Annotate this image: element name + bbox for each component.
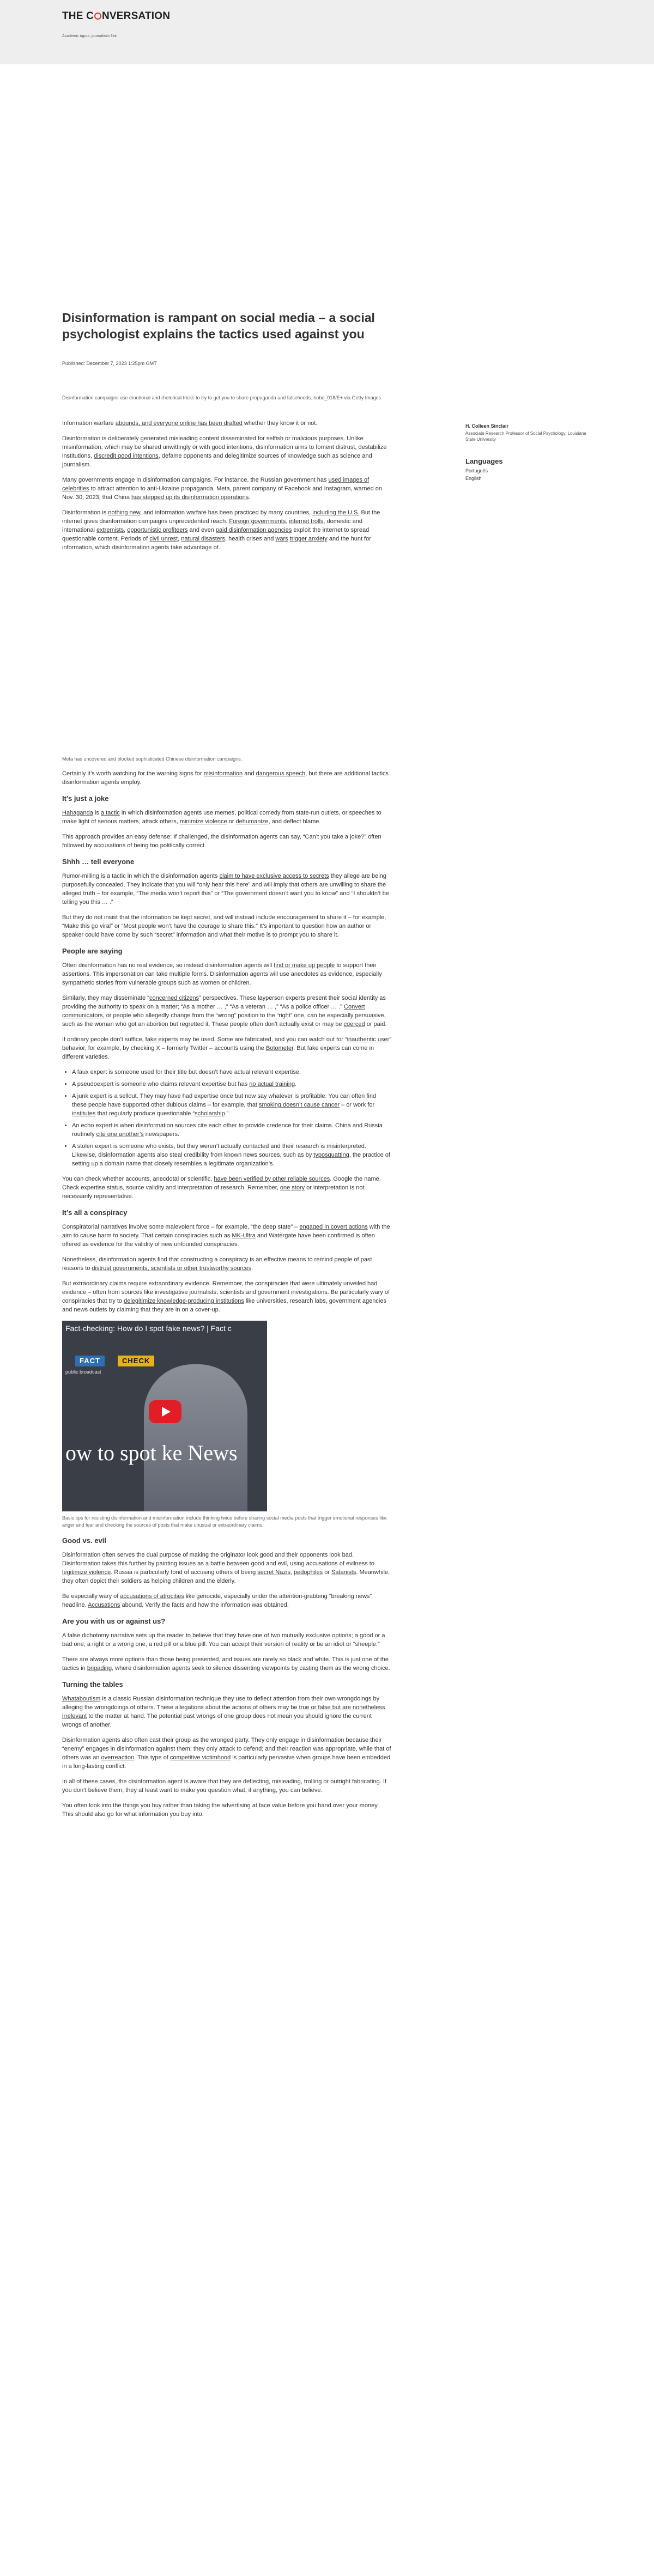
language-link-portuguese[interactable]: Português bbox=[465, 468, 488, 473]
paragraph: But they do not insist that the information be kept secret, and will instead include encouragement to share it – for example, “Make this go viral” or “Most people won’t have the courage to share this.” It’s important to question how an author or speaker could have come by such “secret” information and what their motive is to prompt you to share it. bbox=[62, 914, 386, 938]
section-heading: Good vs. evil bbox=[62, 1536, 106, 1545]
paragraph: Information warfare abounds, and everyone online has been drafted whether they know it or not. bbox=[62, 420, 318, 427]
inline-link[interactable]: Satanists bbox=[331, 1569, 356, 1576]
inline-link[interactable]: natural disasters bbox=[181, 536, 226, 542]
inline-link[interactable]: trigger anxiety bbox=[289, 536, 328, 542]
hero-image-caption: Disinformation campaigns use emotional and rhetorical tricks to try to get you to share propaganda and falsehoods. hobo_018/E+ via Getty Images bbox=[62, 395, 382, 400]
embedded-figure bbox=[62, 558, 391, 752]
list-item: • A junk expert is a sellout. They may have had expertise once but now say whatever is profitable. You can often find these people have supported other dubious claims – for example, that smoking doesn’t cause cancer – or work for institutes that regularly produce questionable “scholarship.” bbox=[72, 1092, 391, 1118]
inline-link[interactable]: cite one another’s bbox=[96, 1131, 144, 1138]
inline-link[interactable]: secret Nazis bbox=[257, 1569, 290, 1576]
list-item: • A faux expert is someone used for their title but doesn’t have actual relevant expertise. bbox=[72, 1068, 391, 1077]
paragraph: Disinformation is nothing new, and information warfare has been practiced by many countries, including the U.S. But the internet gives disinformation campaigns unprecedented reach. Foreign governments, internet trolls, domestic and international extremists, opportunistic profiteers and even paid disinformation agencies exploit the internet to spread questionable content. Periods of civil unrest, natural disasters, health crises and wars trigger anxiety and the hunt for information, which disinformation agents take advantage of. bbox=[62, 509, 380, 551]
inline-link[interactable]: inauthentic user bbox=[347, 1036, 390, 1043]
inline-link[interactable]: no actual training bbox=[249, 1081, 295, 1087]
section-heading: It’s just a joke bbox=[62, 794, 109, 803]
play-button-icon[interactable] bbox=[149, 1400, 181, 1423]
video-embed[interactable] bbox=[62, 1321, 267, 1511]
inline-link[interactable]: distrust governments, scientists or other trustworthy sources bbox=[92, 1265, 252, 1272]
inline-link[interactable]: discredit good intentions bbox=[94, 453, 159, 459]
video-fact-badge: FACT bbox=[75, 1356, 105, 1366]
inline-link[interactable]: legitimize violence bbox=[62, 1569, 111, 1576]
paragraph: Disinformation often serves the dual purpose of making the originator look good and their opponents look bad. Disinformation takes this further by painting issues as a battle between good and evil, using accusations of evilness to legitimize violence. Russia is particularly fond of accusing others of being secret Nazis, pedophiles or Satanists. Meanwhile, they often depict their soldiers as helping children and the elderly. bbox=[62, 1552, 390, 1584]
video-title[interactable]: Fact-checking: How do I spot fake news? | Fact c bbox=[65, 1324, 232, 1333]
inline-link[interactable]: MK-Ultra bbox=[232, 1232, 256, 1239]
inline-link[interactable]: one story bbox=[280, 1184, 305, 1191]
logo-text-start: THE C bbox=[62, 10, 94, 22]
inline-link[interactable]: a tactic bbox=[100, 810, 120, 816]
site-tagline: Academic rigour, journalistic flair bbox=[62, 34, 117, 38]
inline-link[interactable]: typosquatting bbox=[313, 1152, 349, 1158]
paragraph: Rumor-milling is a tactic in which the disinformation agents claim to have exclusive access to secrets they allege are being purposefully concealed. They indicate that you will “only hear this here” and will imply that others are unwilling to share the alleged truth – for example, “The media won’t report this” or “The government doesn’t want you to know” and “I shouldn’t be telling you this … .” bbox=[62, 873, 389, 906]
section-heading: Are you with us or against us? bbox=[62, 1617, 166, 1625]
inline-link[interactable]: smoking doesn’t cause cancer bbox=[259, 1102, 340, 1108]
inline-link[interactable]: concerned citizens bbox=[149, 995, 199, 1001]
inline-link[interactable]: opportunistic profiteers bbox=[127, 527, 188, 533]
paragraph: Nonetheless, disinformation agents find that constructing a conspiracy is an effective means to remind people of past reasons to distrust governments, scientists or other trustworthy sources. bbox=[62, 1256, 372, 1272]
inline-link[interactable]: abounds, and everyone online has been drafted bbox=[115, 420, 243, 427]
paragraph: But extraordinary claims require extraordinary evidence. Remember, the conspiracies that were ultimately unveiled had evidence – often from sources like investigative journalists, scientists and government investigations. Be particularly wary of conspiracies that try to delegitimize knowledge-producing institutions like universities, research labs, government agencies and news outlets by claiming that they are in on a cover-up. bbox=[62, 1280, 390, 1313]
languages-heading: Languages bbox=[465, 457, 503, 465]
video-caption: Basic tips for resisting disinformation and misinformation include thinking twice before sharing social media posts that trigger emotional responses like anger and fear and checking the sources of posts that make unusual or extraordinary claims. bbox=[62, 1515, 387, 1528]
expert-types-list bbox=[72, 1068, 391, 1168]
paragraph: If ordinary people don’t suffice, fake experts may be used. Some are fabricated, and you can watch out for “inauthentic user” behavior, for example, by checking X – formerly Twitter – accounts using the Botometer. But fake experts can come in different varieties. bbox=[62, 1036, 391, 1060]
paragraph: A false dichotomy narrative sets up the reader to believe that they have one of two mutually exclusive options; a good or a bad one, a right or a wrong one, a red pill or a blue pill. You can accept their version of reality or be an idiot or “sheeple.” bbox=[62, 1632, 385, 1648]
paragraph: Many governments engage in disinformation campaigns. For instance, the Russian government has used images of celebrities to attract attention to anti-Ukraine propaganda. Meta, parent company of Facebook and Instagram, warned on Nov. 30, 2023, that China has stepped up its disinformation operations. bbox=[62, 477, 383, 501]
inline-link[interactable]: dangerous speech bbox=[256, 770, 306, 777]
author-name[interactable]: H. Colleen Sinclair bbox=[465, 423, 509, 429]
paragraph: You can check whether accounts, anecdotal or scientific, have been verified by other reliable sources. Google the name. Check expertise status, source validity and interpretation of research. Remember, one story or interpretation is not necessarily representative. bbox=[62, 1176, 381, 1200]
inline-link[interactable]: paid disinformation agencies bbox=[215, 527, 292, 533]
section-heading: It’s all a conspiracy bbox=[62, 1208, 128, 1217]
inline-link[interactable]: Accusations bbox=[88, 1602, 120, 1608]
video-thumbnail-photo bbox=[144, 1364, 247, 1511]
inline-link[interactable]: Convert communicators bbox=[62, 1004, 365, 1019]
inline-link[interactable]: brigading bbox=[87, 1665, 112, 1672]
author-block bbox=[465, 423, 591, 442]
article-title: Disinformation is rampant on social media – a social psychologist explains the tactics used against you bbox=[62, 311, 375, 341]
inline-link[interactable]: overreaction bbox=[101, 1754, 135, 1761]
inline-link[interactable]: wars bbox=[275, 536, 288, 542]
logo-o-icon bbox=[94, 13, 101, 20]
inline-link[interactable]: pedophiles bbox=[293, 1569, 323, 1576]
inline-link[interactable]: delegitimize knowledge-producing institutions bbox=[124, 1298, 244, 1304]
paragraph: Hahaganda is a tactic in which disinformation agents use memes, political comedy from state-run outlets, or speeches to make light of serious matters, attack others, minimize violence or dehumanize, and deflect blame. bbox=[62, 810, 382, 825]
paragraph: There are always more options than those being presented, and issues are rarely so black and white. This is just one of the tactics in brigading, where disinformation agents seek to silence dissenting viewpoints by casting them as the wrong choice. bbox=[62, 1656, 390, 1672]
inline-link[interactable]: institutes bbox=[72, 1110, 96, 1117]
inline-link[interactable]: claim to have exclusive access to secrets bbox=[219, 873, 329, 879]
paragraph: Conspiratorial narratives involve some malevolent force – for example, “the deep state” – engaged in covert actions with the aim to cause harm to society. That certain conspiracies such as MK-Ultra and Watergate have been confirmed is often offered as evidence for the validity of new unfounded conspiracies. bbox=[62, 1224, 390, 1248]
inline-link[interactable]: misinformation bbox=[203, 770, 243, 777]
inline-link[interactable]: internet trolls bbox=[289, 518, 324, 525]
inline-link[interactable]: true or false but are nonetheless irrelevant bbox=[62, 1704, 385, 1720]
languages-panel bbox=[465, 457, 591, 483]
inline-link[interactable]: including the U.S. bbox=[312, 509, 360, 516]
inline-link[interactable]: dehumanize bbox=[235, 818, 269, 825]
published-date: Published: December 7, 2023 1:25pm GMT bbox=[62, 361, 157, 366]
article-body bbox=[62, 419, 391, 1825]
paragraph: This approach provides an easy defense: If challenged, the disinformation agents can say, “Can’t you take a joke?” often followed by accusations of being too politically correct. bbox=[62, 834, 382, 849]
logo-text-end: NVERSATION bbox=[102, 10, 171, 22]
paragraph: Disinformation is deliberately generated misleading content disseminated for selfish or malicious purposes. Unlike misinformation, which may be shared unwittingly or with good intentions, disinformation aims to foment distrust, destabilize institutions, discredit good intentions, defame opponents and delegitimize sources of knowledge such as science and journalism. bbox=[62, 435, 387, 468]
inline-link[interactable]: accusations of atrocities bbox=[120, 1593, 184, 1600]
list-item: • A stolen expert is someone who exists, but they weren’t actually contacted and their research is misinterpreted. Likewise, disinformation agents also steal credibility from known news sources, such as by typosquatting, the practice of setting up a domain name that closely resembles a legitimate organization’s. bbox=[72, 1142, 391, 1168]
inline-link[interactable]: Botometer bbox=[265, 1045, 294, 1052]
inline-link[interactable]: extremists bbox=[96, 527, 124, 533]
inline-link[interactable]: engaged in covert actions bbox=[299, 1224, 368, 1230]
author-role: Associate Research Professor of Social Psychology, Louisiana State University bbox=[465, 431, 586, 442]
inline-link[interactable]: fake experts bbox=[145, 1036, 178, 1043]
paragraph: Similarly, they may disseminate “concerned citizens” perspectives. These layperson experts present their social identity as providing the authority to speak on a matter; “As a mother … ,” “As a veteran … ,” “As a police officer … .” Convert communicators, or people who allegedly change from the “wrong” position to the “right” one, can be especially persuasive, such as the woman who got an abortion but regretted it. These people often don’t actually exist or may be coerced or paid. bbox=[62, 995, 387, 1028]
inline-link[interactable]: used images of celebrities bbox=[62, 477, 370, 492]
inline-link[interactable]: Whataboutism bbox=[62, 1696, 101, 1702]
section-heading: Shhh … tell everyone bbox=[62, 858, 135, 866]
list-item: • An echo expert is when disinformation sources cite each other to provide credence for their claims. China and Russia routinely cite one another’s newspapers. bbox=[72, 1121, 391, 1139]
site-logo[interactable] bbox=[62, 10, 170, 22]
inline-link[interactable]: scholarship bbox=[195, 1110, 225, 1117]
paragraph: Disinformation agents also often cast their group as the wronged party. They only engage in disinformation because their “enemy” engages in disinformation against them; they only attack to defend; and their reaction was appropriate, while that of others was an overreaction. This type of competitive victimhood is particularly pervasive when groups have been embedded in a long-lasting conflict. bbox=[62, 1737, 391, 1770]
inline-link[interactable]: competitive victimhood bbox=[169, 1754, 231, 1761]
inline-link[interactable]: Foreign governments bbox=[229, 518, 286, 525]
inline-link[interactable]: find or make up people bbox=[274, 962, 335, 969]
section-heading: People are saying bbox=[62, 947, 123, 955]
paragraph: Often disinformation has no real evidence, so instead disinformation agents will find or make up people to support their assertions. This impersonation can take multiple forms. Disinformation agents will use anecdotes as evidence, especially sympathetic stories from vulnerable groups such as women or children. bbox=[62, 962, 382, 986]
paragraph: In all of these cases, the disinformation agent is aware that they are deflecting, misleading, trolling or outright fabricating. If you don’t believe them, they at least want to make you question what, if anything, you can believe. bbox=[62, 1778, 386, 1794]
inline-link[interactable]: has stepped up its disinformation operations bbox=[131, 494, 249, 501]
list-item: • A pseudoexpert is someone who claims relevant expertise but has no actual training. bbox=[72, 1080, 391, 1089]
paragraph: Certainly it’s worth watching for the warning signs for misinformation and dangerous speech, but there are additional tactics disinformation agents employ. bbox=[62, 770, 389, 786]
inline-link[interactable]: civil unrest bbox=[149, 536, 178, 542]
inline-link[interactable]: minimize violence bbox=[179, 818, 227, 825]
inline-link[interactable]: nothing new bbox=[108, 509, 141, 516]
site-header bbox=[0, 0, 654, 64]
language-link-english[interactable]: English bbox=[465, 476, 482, 481]
video-broadcaster: public broadcast bbox=[65, 1369, 101, 1375]
paragraph: Whataboutism is a classic Russian disinformation technique they use to deflect attention from their own wrongdoings by alleging the wrongdoings of others. These allegations about the actions of others may be true or false but are nonetheless irrelevant to the matter at hand. The potential past wrongs of one group does not mean you should ignore the current wrongs of another. bbox=[62, 1696, 385, 1728]
video-overlay-text: ow to spot ke News bbox=[65, 1441, 238, 1465]
paragraph: Be especially wary of accusations of atrocities like genocide, especially under the attention-grabbing “breaking news” headline. Accusations abound. Verify the facts and how the information was obtained. bbox=[62, 1593, 372, 1608]
inline-link[interactable]: Hahaganda bbox=[62, 810, 93, 816]
video-check-badge: CHECK bbox=[118, 1356, 154, 1366]
section-heading: Turning the tables bbox=[62, 1680, 123, 1688]
inline-link[interactable]: coerced bbox=[343, 1021, 365, 1028]
figure-caption: Meta has uncovered and blocked sophisticated Chinese disinformation campaigns. bbox=[62, 756, 243, 762]
paragraph: You often look into the things you buy rather than taking the advertising at face value before you hand over your money. This should also go for what information you buy into. bbox=[62, 1802, 379, 1818]
hero-image bbox=[0, 64, 654, 309]
inline-link[interactable]: have been verified by other reliable sources bbox=[214, 1176, 330, 1182]
